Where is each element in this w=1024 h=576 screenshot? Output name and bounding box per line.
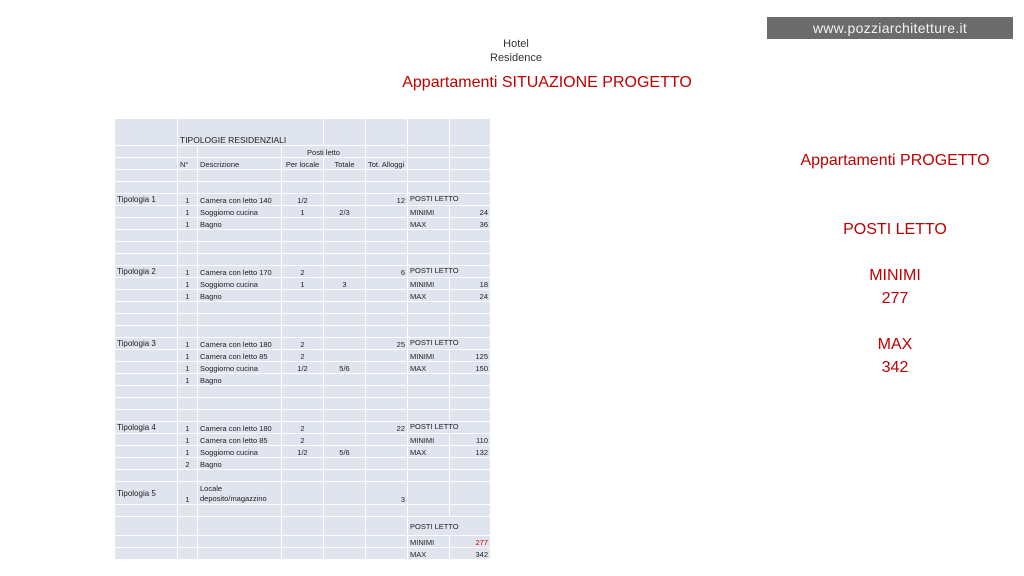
- desc-line: Locale: [200, 484, 223, 493]
- cell-tot-alloggi: 6: [366, 266, 407, 277]
- cell-descrizione: Bagno: [198, 374, 281, 385]
- cell-n: 1: [178, 482, 197, 504]
- cell-per-locale: 1/2: [282, 194, 323, 205]
- cell-totale: [324, 194, 365, 205]
- cell-per-locale: 2: [282, 434, 323, 445]
- cell-totale: [324, 266, 365, 277]
- cell-descrizione: Soggiorno cucina: [198, 446, 281, 457]
- side-minimi-value: 277: [881, 290, 909, 307]
- max-label: MAX: [408, 362, 449, 373]
- cell-totale: [324, 290, 365, 301]
- col-header-per-locale: Per locale: [282, 158, 323, 169]
- cell-tot-alloggi: 22: [366, 422, 407, 433]
- cell-descrizione: Camera con letto 170: [198, 266, 281, 277]
- cell-per-locale: [282, 218, 323, 229]
- cell-per-locale: [282, 374, 323, 385]
- table-row: [115, 278, 490, 289]
- cell-n: 1: [178, 434, 197, 445]
- cell-descrizione: Camera con letto 180: [198, 338, 281, 349]
- table-row: [115, 458, 490, 469]
- col-header-n: N°: [178, 158, 197, 169]
- table-row: [115, 446, 490, 457]
- cell-tot-alloggi: 25: [366, 338, 407, 349]
- cell-descrizione: Soggiorno cucina: [198, 362, 281, 373]
- side-max-value: 342: [881, 359, 909, 376]
- cell-tot-alloggi: 3: [366, 482, 407, 504]
- cell-descrizione: Soggiorno cucina: [198, 278, 281, 289]
- website-logo: www.pozziarchitetture.it: [767, 17, 1013, 39]
- cell-per-locale: 1: [282, 278, 323, 289]
- cell-totale: [324, 218, 365, 229]
- cell-n: 2: [178, 458, 197, 469]
- col-header-descrizione: Descrizione: [198, 158, 281, 169]
- table-row: [115, 218, 490, 229]
- header-line-hotel: Hotel: [503, 38, 529, 50]
- cell-descrizione: Camera con letto 180: [198, 422, 281, 433]
- totals-minimi-label: MINIMI: [408, 536, 449, 547]
- table-row: [115, 362, 490, 373]
- cell-per-locale: 2: [282, 266, 323, 277]
- cell-descrizione: Camera con letto 140: [198, 194, 281, 205]
- side-max-label: MAX: [877, 336, 913, 353]
- cell-per-locale: [282, 290, 323, 301]
- minimi-label: MINIMI: [408, 206, 449, 217]
- cell-per-locale: 1/2: [282, 446, 323, 457]
- posti-letto-label: POSTI LETTO: [408, 194, 490, 205]
- cell-totale: [324, 434, 365, 445]
- minimi-value: 18: [450, 278, 490, 289]
- table-row: [115, 350, 490, 361]
- table-row: [115, 206, 490, 217]
- tipologia-label: Tipologia 1: [115, 194, 177, 205]
- cell-descrizione: Bagno: [198, 290, 281, 301]
- tipologia-label: Tipologia 2: [115, 266, 177, 277]
- header-line-residence: Residence: [490, 52, 542, 64]
- residential-types-table: [114, 118, 491, 560]
- table-title: TIPOLOGIE RESIDENZIALI: [178, 119, 323, 145]
- max-value: 24: [450, 290, 490, 301]
- cell-n: 1: [178, 422, 197, 433]
- cell-descrizione: Camera con letto 85: [198, 350, 281, 361]
- table-row: [115, 482, 490, 504]
- cell-n: 1: [178, 266, 197, 277]
- max-label: MAX: [408, 218, 449, 229]
- col-header-tot-alloggi: Tot. Alloggi: [366, 158, 407, 169]
- table-row: [115, 338, 490, 349]
- cell-descrizione: Bagno: [198, 218, 281, 229]
- max-value: 150: [450, 362, 490, 373]
- cell-per-locale: 1: [282, 206, 323, 217]
- max-label: MAX: [408, 446, 449, 457]
- cell-descrizione: [198, 482, 281, 504]
- cell-totale: [324, 338, 365, 349]
- table-row: [115, 536, 490, 547]
- totals-posti-letto-label: POSTI LETTO: [408, 517, 490, 535]
- cell-descrizione: Camera con letto 85: [198, 434, 281, 445]
- cell-tot-alloggi: 12: [366, 194, 407, 205]
- totals-max-label: MAX: [408, 548, 449, 559]
- cell-totale: 5/6: [324, 446, 365, 457]
- posti-letto-label: POSTI LETTO: [408, 266, 490, 277]
- cell-n: 1: [178, 362, 197, 373]
- posti-letto-group-header: Posti letto: [282, 146, 365, 157]
- cell-n: 1: [178, 350, 197, 361]
- side-minimi-label: MINIMI: [869, 267, 921, 284]
- totals-minimi-value: 277: [450, 536, 490, 547]
- cell-descrizione: Soggiorno cucina: [198, 206, 281, 217]
- cell-n: 1: [178, 446, 197, 457]
- table-row: [115, 374, 490, 385]
- cell-descrizione: Bagno: [198, 458, 281, 469]
- side-posti-letto: POSTI LETTO: [843, 221, 947, 238]
- table-row: [115, 548, 490, 559]
- cell-n: 1: [178, 338, 197, 349]
- minimi-label: MINIMI: [408, 350, 449, 361]
- minimi-value: 110: [450, 434, 490, 445]
- cell-n: 1: [178, 374, 197, 385]
- table-row: [115, 266, 490, 277]
- cell-per-locale: 1/2: [282, 362, 323, 373]
- tipologia-label: Tipologia 5: [115, 482, 177, 504]
- max-value: 36: [450, 218, 490, 229]
- table-row: [115, 434, 490, 445]
- cell-n: 1: [178, 290, 197, 301]
- minimi-label: MINIMI: [408, 434, 449, 445]
- cell-n: 1: [178, 206, 197, 217]
- cell-per-locale: 2: [282, 338, 323, 349]
- cell-totale: [324, 374, 365, 385]
- minimi-label: MINIMI: [408, 278, 449, 289]
- cell-n: 1: [178, 194, 197, 205]
- side-heading: Appartamenti PROGETTO: [800, 152, 990, 169]
- table-row: [115, 290, 490, 301]
- totals-max-value: 342: [450, 548, 490, 559]
- max-value: 132: [450, 446, 490, 457]
- minimi-value: 125: [450, 350, 490, 361]
- page-title: Appartamenti SITUAZIONE PROGETTO: [402, 74, 692, 91]
- table-row: [115, 194, 490, 205]
- cell-totale: [324, 422, 365, 433]
- cell-totale: 3: [324, 278, 365, 289]
- cell-per-locale: 2: [282, 350, 323, 361]
- cell-n: 1: [178, 278, 197, 289]
- posti-letto-label: POSTI LETTO: [408, 422, 490, 433]
- max-label: MAX: [408, 290, 449, 301]
- cell-n: 1: [178, 218, 197, 229]
- tipologia-label: Tipologia 4: [115, 422, 177, 433]
- col-header-totale: Totale: [324, 158, 365, 169]
- desc-line: deposito/magazzino: [200, 494, 267, 503]
- table-row: [115, 422, 490, 433]
- cell-totale: 2/3: [324, 206, 365, 217]
- cell-per-locale: [282, 458, 323, 469]
- posti-letto-label: POSTI LETTO: [408, 338, 490, 349]
- minimi-value: 24: [450, 206, 490, 217]
- cell-totale: 5/6: [324, 362, 365, 373]
- tipologia-label: Tipologia 3: [115, 338, 177, 349]
- cell-per-locale: 2: [282, 422, 323, 433]
- cell-totale: [324, 350, 365, 361]
- cell-totale: [324, 458, 365, 469]
